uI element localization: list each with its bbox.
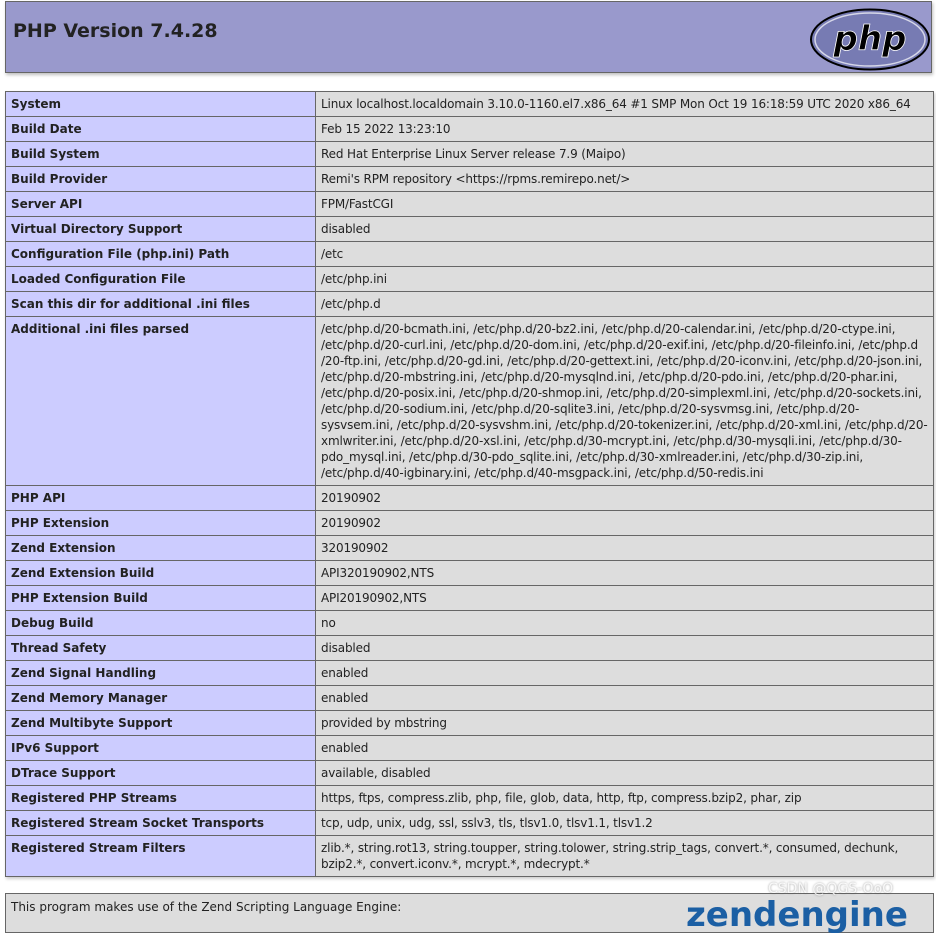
row-key: Server API bbox=[6, 192, 316, 217]
zend-engine-logo-icon[interactable] bbox=[686, 895, 936, 933]
row-value: disabled bbox=[316, 217, 934, 242]
row-key: PHP API bbox=[6, 486, 316, 511]
table-row bbox=[6, 142, 934, 167]
row-key: Zend Extension Build bbox=[6, 561, 316, 586]
row-value: API320190902,NTS bbox=[316, 561, 934, 586]
table-row bbox=[6, 117, 934, 142]
row-value: Red Hat Enterprise Linux Server release 7.9 (Maipo) bbox=[316, 142, 934, 167]
table-row bbox=[6, 267, 934, 292]
row-value: /etc bbox=[316, 242, 934, 267]
row-value: enabled bbox=[316, 736, 934, 761]
row-key: Registered Stream Socket Transports bbox=[6, 811, 316, 836]
table-row bbox=[6, 217, 934, 242]
row-key: Zend Extension bbox=[6, 536, 316, 561]
table-row bbox=[6, 811, 934, 836]
row-key: Build System bbox=[6, 142, 316, 167]
svg-text:php: php bbox=[833, 19, 907, 59]
row-value: disabled bbox=[316, 636, 934, 661]
table-row bbox=[6, 486, 934, 511]
row-value: enabled bbox=[316, 686, 934, 711]
table-row bbox=[6, 661, 934, 686]
row-value: provided by mbstring bbox=[316, 711, 934, 736]
page-header bbox=[5, 1, 932, 73]
row-value: zlib.*, string.rot13, string.toupper, string.tolower, string.strip_tags, convert.*, consumed, dechunk, bzip2.*, convert.iconv.*, mcrypt.*, mdecrypt.* bbox=[316, 836, 934, 877]
row-key: Registered Stream Filters bbox=[6, 836, 316, 877]
table-row bbox=[6, 92, 934, 117]
php-info-table bbox=[5, 91, 934, 877]
row-key: Build Date bbox=[6, 117, 316, 142]
row-key: PHP Extension bbox=[6, 511, 316, 536]
table-row bbox=[6, 611, 934, 636]
row-key: Zend Memory Manager bbox=[6, 686, 316, 711]
row-key: Zend Multibyte Support bbox=[6, 711, 316, 736]
table-row bbox=[6, 167, 934, 192]
table-row bbox=[6, 736, 934, 761]
row-key: System bbox=[6, 92, 316, 117]
table-row bbox=[6, 711, 934, 736]
table-row bbox=[6, 761, 934, 786]
row-key: Additional .ini files parsed bbox=[6, 317, 316, 486]
table-row bbox=[6, 786, 934, 811]
table-row bbox=[6, 292, 934, 317]
row-value: FPM/FastCGI bbox=[316, 192, 934, 217]
row-key: PHP Extension Build bbox=[6, 586, 316, 611]
table-row bbox=[6, 192, 934, 217]
row-value: /etc/php.ini bbox=[316, 267, 934, 292]
row-value: no bbox=[316, 611, 934, 636]
row-value: Feb 15 2022 13:23:10 bbox=[316, 117, 934, 142]
row-key: Virtual Directory Support bbox=[6, 217, 316, 242]
table-row bbox=[6, 586, 934, 611]
row-key: Registered PHP Streams bbox=[6, 786, 316, 811]
row-key: Zend Signal Handling bbox=[6, 661, 316, 686]
php-logo-icon[interactable] bbox=[809, 7, 931, 72]
table-row bbox=[6, 836, 934, 877]
table-row bbox=[6, 511, 934, 536]
table-row bbox=[6, 636, 934, 661]
row-key: Scan this dir for additional .ini files bbox=[6, 292, 316, 317]
row-value: 20190902 bbox=[316, 486, 934, 511]
row-key: Debug Build bbox=[6, 611, 316, 636]
table-row bbox=[6, 317, 934, 486]
table-row bbox=[6, 561, 934, 586]
row-value: available, disabled bbox=[316, 761, 934, 786]
row-key: Thread Safety bbox=[6, 636, 316, 661]
table-row bbox=[6, 536, 934, 561]
row-value: enabled bbox=[316, 661, 934, 686]
row-value: /etc/php.d/20-bcmath.ini, /etc/php.d/20-bz2.ini, /etc/php.d/20-calendar.ini, /etc/php.d/20-ctype.ini, /etc/php.d/20-curl.ini, /etc/php.d/20-dom.ini, /etc/php.d/20-exif.ini, /etc/php.d/20-fileinfo.ini, /etc/php.d /20-ftp.ini, /etc/php.d/20-gd.ini, /etc/php.d/20-gettext.ini, /etc/php.d/20-iconv.ini, /etc/php.d/20-json.ini, /etc/php.d/20-mbstring.ini, /etc/php.d/20-mysqlnd.ini, /etc/php.d/20-pdo.ini, /etc/php.d/20-phar.ini, /etc/php.d/20-posix.ini, /etc/php.d/20-shmop.ini, /etc/php.d/20-simplexml.ini, /etc/php.d/20-sockets.ini, /etc/php.d/20-sodium.ini, /etc/php.d/20-sqlite3.ini, /etc/php.d/20-sysvmsg.ini, /etc/php.d/20-sysvsem.ini, /etc/php.d/20-sysvshm.ini, /etc/php.d/20-tokenizer.ini, /etc/php.d/20-xml.ini, /etc/php.d/20-xmlwriter.ini, /etc/php.d/20-xsl.ini, /etc/php.d/30-mcrypt.ini, /etc/php.d/30-mysqli.ini, /etc/php.d/30-pdo_mysql.ini, /etc/php.d/30-pdo_sqlite.ini, /etc/php.d/30-xmlreader.ini, /etc/php.d/30-zip.ini, /etc/php.d/40-igbinary.ini, /etc/php.d/40-msgpack.ini, /etc/php.d/50-redis.ini bbox=[316, 317, 934, 486]
row-value: /etc/php.d bbox=[316, 292, 934, 317]
row-key: DTrace Support bbox=[6, 761, 316, 786]
row-key: IPv6 Support bbox=[6, 736, 316, 761]
row-value: 20190902 bbox=[316, 511, 934, 536]
row-value: Linux localhost.localdomain 3.10.0-1160.el7.x86_64 #1 SMP Mon Oct 19 16:18:59 UTC 2020 x86_64 bbox=[316, 92, 934, 117]
row-key: Configuration File (php.ini) Path bbox=[6, 242, 316, 267]
row-value: API20190902,NTS bbox=[316, 586, 934, 611]
page-title: PHP Version 7.4.28 bbox=[13, 20, 218, 42]
table-row bbox=[6, 686, 934, 711]
footer bbox=[5, 893, 934, 933]
svg-text:zendengine: zendengine bbox=[686, 895, 908, 933]
footer-text: This program makes use of the Zend Scripting Language Engine: bbox=[11, 900, 402, 914]
row-value: https, ftps, compress.zlib, php, file, glob, data, http, ftp, compress.bzip2, phar, zip bbox=[316, 786, 934, 811]
row-value: Remi's RPM repository <https://rpms.remirepo.net/> bbox=[316, 167, 934, 192]
watermark: CSDN @QGS-OoO bbox=[768, 881, 894, 897]
row-value: tcp, udp, unix, udg, ssl, sslv3, tls, tlsv1.0, tlsv1.1, tlsv1.2 bbox=[316, 811, 934, 836]
row-value: 320190902 bbox=[316, 536, 934, 561]
row-key: Build Provider bbox=[6, 167, 316, 192]
row-key: Loaded Configuration File bbox=[6, 267, 316, 292]
table-row bbox=[6, 242, 934, 267]
